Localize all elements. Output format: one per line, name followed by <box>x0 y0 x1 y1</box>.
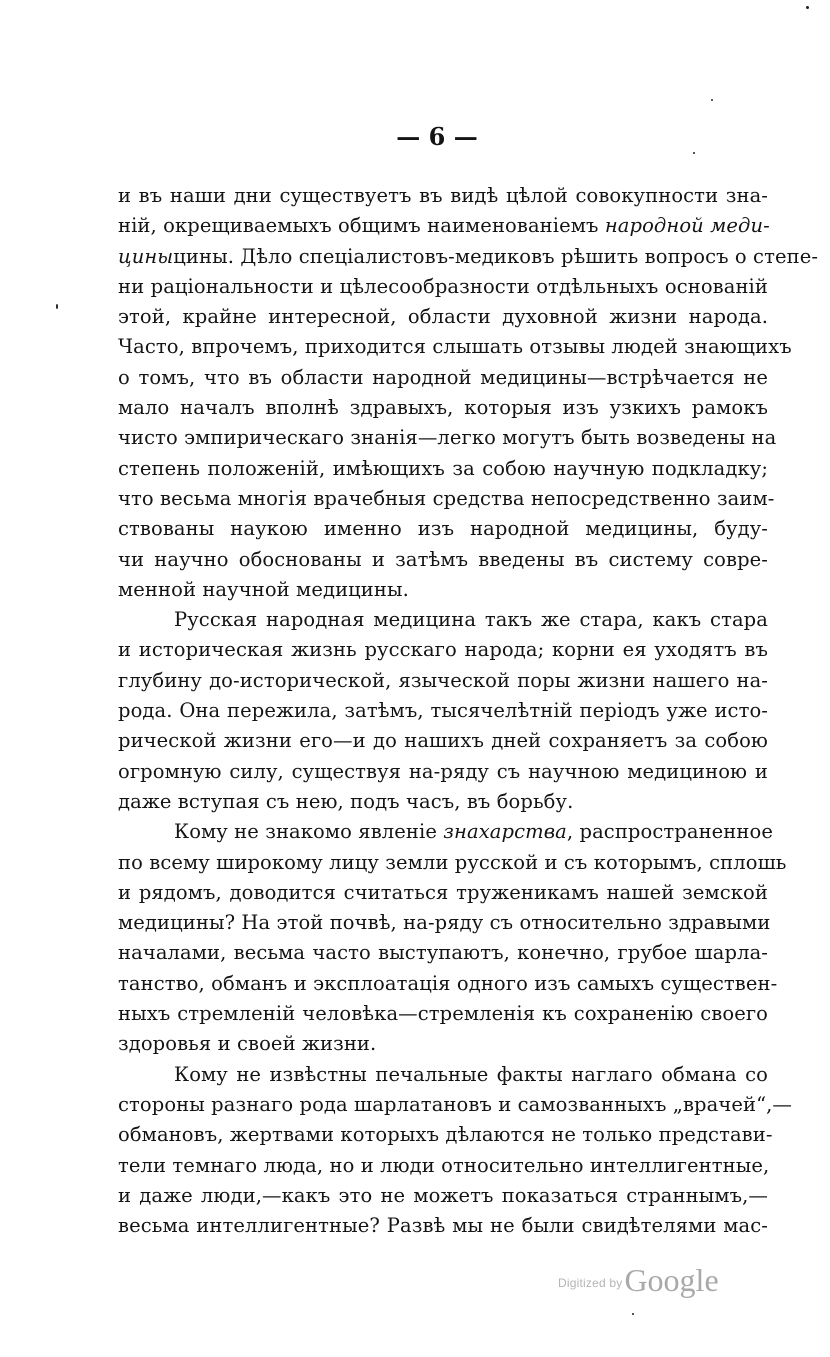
text-line: стороны разнаго рода шарлатановъ и самозванныхъ „врачей“,— <box>118 1092 793 1116</box>
text-line: Русская народная медицина такъ же стара, какъ стара <box>174 608 768 632</box>
italic-term: знахарства <box>443 820 567 844</box>
text-line: по всему широкому лицу земли русской и съ которымъ, сплошь <box>118 850 787 874</box>
text-run: ній, окрещиваемыхъ общимъ наименованіемъ <box>118 214 599 238</box>
text-line: и историческая жизнь русскаго народа; корни ея уходятъ въ <box>118 638 768 662</box>
text-line: чисто эмпирическаго знанія—легко могутъ быть возведены на <box>118 426 777 450</box>
text-line <box>118 211 768 241</box>
text-line: и даже люди,—какъ это не можетъ показаться страннымъ,— <box>118 1183 768 1207</box>
text-line: чи научно обоснованы и затѣмъ введены въ систему совре- <box>118 547 768 571</box>
text-line: и въ наши дни существуетъ въ видѣ цѣлой совокупности зна- <box>118 184 768 207</box>
body-text <box>118 181 819 1241</box>
italic-term: цины <box>118 244 174 268</box>
text-line: началами, весьма часто выступаютъ, конечно, грубое шарла- <box>118 941 768 965</box>
text-line: ныхъ стремленій человѣка—стремленія къ сохраненію своего <box>118 1002 768 1026</box>
text-line: обмановъ, жертвами которыхъ дѣлаются не только представи- <box>118 1123 773 1147</box>
text-line <box>118 817 773 847</box>
paragraph <box>118 181 819 605</box>
paragraph <box>118 1060 793 1242</box>
text-line: тели темнаго люда, но и люди относительно интеллигентные, <box>118 1153 770 1177</box>
text-line: ни раціональности и цѣлесообразности отдѣльныхъ основаній <box>118 274 768 298</box>
text-line: Кому не извѣстны печальные факты наглаго обмана со <box>174 1062 768 1086</box>
digitized-watermark <box>558 1262 719 1299</box>
text-line: о томъ, что въ области народной медицины—встрѣчается не <box>118 365 768 389</box>
text-line: рода. Она пережила, затѣмъ, тысячелѣтній періодъ уже исто- <box>118 699 768 723</box>
text-line: огромную силу, существуя на-ряду съ научною медициною и <box>118 759 768 783</box>
italic-term: народной меди- <box>604 214 770 238</box>
text-line: этой, крайне интересной, области духовной жизни народа. <box>118 305 768 329</box>
text-line: даже вступая съ нею, подъ часъ, въ борьбу. <box>118 789 574 813</box>
text-line: ствованы наукою именно изъ народной медицины, буду- <box>118 517 768 541</box>
watermark-prefix: Digitized by <box>558 1276 623 1290</box>
text-line: танство, обманъ и эксплоатація одного изъ самыхъ существен- <box>118 971 778 995</box>
paragraph <box>118 817 787 1059</box>
scan-speck <box>711 99 713 101</box>
text-run: , распространенное <box>566 820 773 844</box>
text-line: мало началъ вполнѣ здравыхъ, которыя изъ узкихъ рамокъ <box>118 396 768 420</box>
text-line: менной научной медицины. <box>118 577 409 601</box>
scan-speck <box>56 304 58 309</box>
text-line: весьма интеллигентные? Развѣ мы не были свидѣтелями мас- <box>118 1214 768 1238</box>
text-run: Кому не знакомо явленіе <box>174 820 437 844</box>
text-line: степень положеній, имѣющихъ за собою научную подкладку; <box>118 456 768 480</box>
page-number: — 6 — <box>396 122 478 151</box>
watermark-brand: Google <box>624 1262 719 1298</box>
text-line: медицины? На этой почвѣ, на-ряду съ относительно здравыми <box>118 911 771 935</box>
scan-speck <box>693 152 695 154</box>
text-line: и рядомъ, доводится считаться труженикамъ нашей земской <box>118 880 768 904</box>
text-line: что весьма многія врачебныя средства непосредственно заим- <box>118 486 775 510</box>
text-line: Часто, впрочемъ, приходится слышать отзывы людей знающихъ <box>118 335 792 359</box>
text-line: рической жизни его—и до нашихъ дней сохраняетъ за собою <box>118 729 768 753</box>
text-line: глубину до-исторической, языческой поры жизни нашего на- <box>118 668 768 692</box>
text-run: цины. Дѣло спеціалистовъ-медиковъ рѣшить вопросъ о степе- <box>173 244 819 268</box>
paragraph <box>118 605 768 817</box>
scan-speck <box>632 1313 634 1315</box>
text-line: здоровья и своей жизни. <box>118 1032 377 1056</box>
text-line <box>118 242 819 272</box>
scan-speck <box>806 6 809 9</box>
